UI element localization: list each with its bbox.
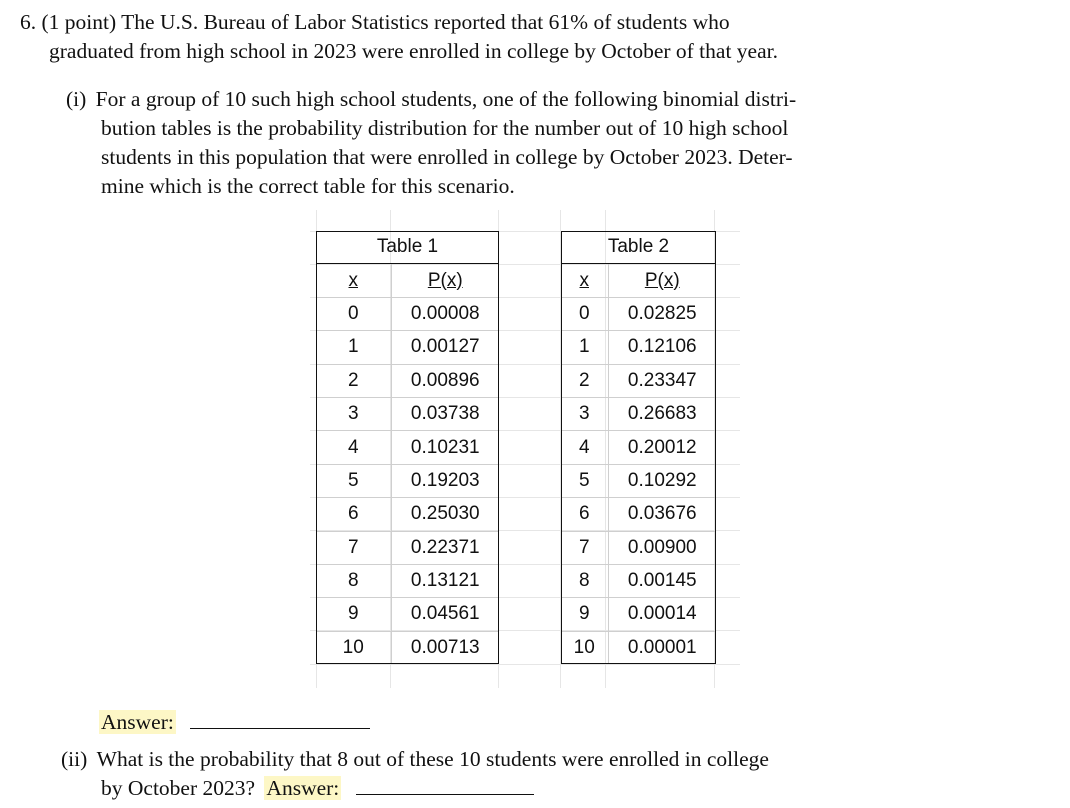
table-row: [316, 431, 499, 464]
part-i-text-2: bution tables is the probability distribution for the number out of 10 high school: [101, 116, 789, 140]
table-row: [561, 464, 716, 497]
x-value: 8: [316, 564, 391, 597]
probability-value: 0.12106: [608, 331, 716, 364]
probability-value: 0.04561: [391, 598, 499, 631]
table-row: [316, 531, 499, 564]
probability-value: 0.03738: [391, 397, 499, 430]
probability-value: 0.23347: [608, 364, 716, 397]
probability-value: 0.00896: [391, 364, 499, 397]
column-header-x: x: [316, 264, 391, 297]
part-i-text-1: For a group of 10 such high school students, one of the following binomial distri-: [95, 87, 797, 111]
x-value: 5: [316, 464, 391, 497]
x-value: 3: [561, 397, 608, 430]
probability-value: 0.19203: [391, 464, 499, 497]
x-value: 6: [561, 498, 608, 531]
x-value: 4: [316, 431, 391, 464]
x-value: 3: [316, 397, 391, 430]
probability-value: 0.00900: [608, 531, 716, 564]
part-ii-line-2: [101, 774, 534, 803]
table-row: [561, 331, 716, 364]
x-value: 2: [316, 364, 391, 397]
problem-stem-line-2: [49, 37, 778, 66]
x-value: 10: [573, 636, 595, 658]
probability-value: 0.22371: [391, 531, 499, 564]
column-header-x: x: [561, 264, 608, 297]
x-value: 5: [561, 464, 608, 497]
table-row: [316, 631, 499, 664]
part-ii-text-1: What is the probability that 8 out of these 10 students were enrolled in college: [96, 747, 769, 771]
probability-value: 0.00713: [391, 631, 499, 664]
x-value: 1: [316, 331, 391, 364]
probability-value: 0.20012: [608, 431, 716, 464]
binomial-table-2: [561, 231, 716, 664]
x-value: 8: [561, 564, 608, 597]
x-value: 0: [561, 297, 608, 330]
table-row: [561, 598, 716, 631]
table-row: [316, 464, 499, 497]
table-title: Table 2: [561, 231, 716, 264]
table-row: [316, 397, 499, 430]
x-value: 7: [561, 531, 608, 564]
part-i-line-2: [101, 114, 788, 143]
probability-value: 0.00008: [391, 297, 499, 330]
probability-value: 0.02825: [608, 297, 716, 330]
problem-stem-text-1: The U.S. Bureau of Labor Statistics reported that 61% of students who: [121, 10, 730, 34]
x-value: 1: [561, 331, 608, 364]
problem-stem-line-1: [20, 8, 730, 37]
part-ii-line-1: [61, 745, 769, 774]
table-row: [316, 331, 499, 364]
table-row: [316, 297, 499, 330]
x-value: 10: [342, 636, 364, 658]
probability-value: 0.00014: [608, 598, 716, 631]
column-header-px: P(x): [391, 264, 499, 297]
part-ii-answer-field[interactable]: [356, 776, 534, 795]
probability-value: 0.10231: [391, 431, 499, 464]
part-i-label: (i): [66, 87, 87, 111]
table-row: [561, 531, 716, 564]
probability-value: 0.00127: [391, 331, 499, 364]
problem-number: 6.: [20, 10, 37, 34]
part-i-answer-field[interactable]: [190, 710, 370, 729]
x-value: 2: [561, 364, 608, 397]
probability-value: 0.10292: [608, 464, 716, 497]
x-value: 0: [316, 297, 391, 330]
x-value: 9: [561, 598, 608, 631]
binomial-table-1: [316, 231, 499, 664]
table-row: [561, 364, 716, 397]
table-row: [561, 498, 716, 531]
probability-value: 0.00145: [608, 564, 716, 597]
part-i-answer-line: [99, 708, 370, 737]
table-row: [316, 564, 499, 597]
x-value: 4: [561, 431, 608, 464]
x-value: 9: [316, 598, 391, 631]
table-row: [316, 364, 499, 397]
table-row: [561, 431, 716, 464]
part-i-text-3: students in this population that were enrolled in college by October 2023. Deter-: [101, 145, 793, 169]
part-ii-answer-label: Answer:: [266, 776, 340, 800]
table-row: [316, 498, 499, 531]
part-i-line-4: [101, 172, 515, 201]
x-value: 6: [316, 498, 391, 531]
column-header-px: P(x): [608, 264, 716, 297]
part-i-line-1: [66, 85, 796, 114]
part-i-text-4: mine which is the correct table for this scenario.: [101, 174, 515, 198]
probability-value: 0.00001: [608, 631, 716, 664]
table-title: Table 1: [316, 231, 499, 264]
table-row: [561, 397, 716, 430]
part-ii-label: (ii): [61, 747, 88, 771]
part-ii-text-2: by October 2023?: [101, 776, 256, 800]
problem-points: (1 point): [41, 10, 117, 34]
probability-value: 0.03676: [608, 498, 716, 531]
table-row: [561, 631, 716, 664]
table-row: [561, 297, 716, 330]
probability-value: 0.13121: [391, 564, 499, 597]
x-value: 7: [316, 531, 391, 564]
table-row: [316, 598, 499, 631]
probability-value: 0.25030: [391, 498, 499, 531]
part-i-answer-label: Answer:: [101, 710, 174, 734]
problem-stem-text-2: graduated from high school in 2023 were enrolled in college by October of that year.: [49, 39, 778, 63]
table-row: [561, 564, 716, 597]
probability-value: 0.26683: [608, 397, 716, 430]
part-i-line-3: [101, 143, 793, 172]
